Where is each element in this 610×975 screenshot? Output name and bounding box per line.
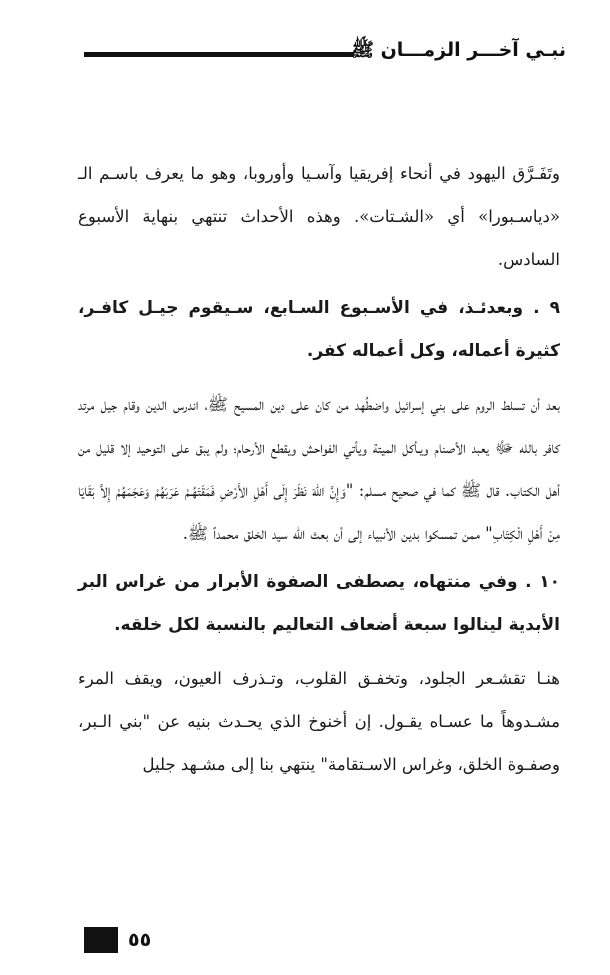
heading-9: ٩ . وبعدئـذ، في الأسـبوع السـابع، سـيقوم جيـل كافـر، كثيرة أعماله، وكل أعماله كفر. xyxy=(78,298,560,361)
running-title: نبـي آخـــر الزمـــان ﷺ xyxy=(351,39,566,61)
paragraph-3: هنـا تقشـعر الجلود، وتخفـق القلوب، وتـذرف العيون، ويقف المرء مشـدوهاً ما عسـاه يقـول. إن أخنوخ الذي يحـدث بنيه عن "بني الـبر، وصفـوة الخلق، وغراس الاسـتقامة" ينتهي بنا إلى مشـهد جليل xyxy=(78,669,560,774)
header-rule xyxy=(84,52,354,57)
page-number: ٥٥ xyxy=(128,929,152,951)
paragraph-1: وتَفَـرَّق اليهود في أنحاء إفريقيا وآسـيا وأوروبا، وهو ما يعرف باسـم الـ «دياسـبورا» أي «الشـتات». وهذه الأحداث تنتهي بنهاية الأسبوع السادس. xyxy=(78,164,560,269)
paragraph-2: بعد أن تسلط الروم على بني إسرائيل واضطُهد من كان على دين المسيح ﷺ، اندرس الدين وقام جيل مرتد كافر بالله ﷻ يعبد الأصنام ويـأكل الميتة ويأتي الفواحش ويقطع الأرحام؛ ولم يبق على التوحيد إلا قليل من أهل الكتاب. قال ﷺ كما في صحيح مسلم: "وَإِنَّ اللهَ نَظَرَ إِلَى أَهْلِ الأَرْضِ فَمَقَتَهُـمْ عَرَبَهُمْ وَعَجَمَهُمْ إِلاَّ بَقَايَا مِنْ أَهْلِ الْكِتَابِ" ممن تمسكوا بدين الأنبياء إلى أن بعث الله سيد الخلق محمداً ﷺ. xyxy=(78,395,560,543)
footer-block xyxy=(84,927,118,953)
heading-10: ١٠ . وفي منتهاه، يصطفى الصفوة الأبرار من غراس البر الأبدية لينالوا سبعة أضعاف التعاليم بالنسبة لكل خلقه. xyxy=(78,572,560,635)
page-body xyxy=(78,152,560,786)
page-header xyxy=(84,36,566,76)
page-footer xyxy=(84,927,284,955)
